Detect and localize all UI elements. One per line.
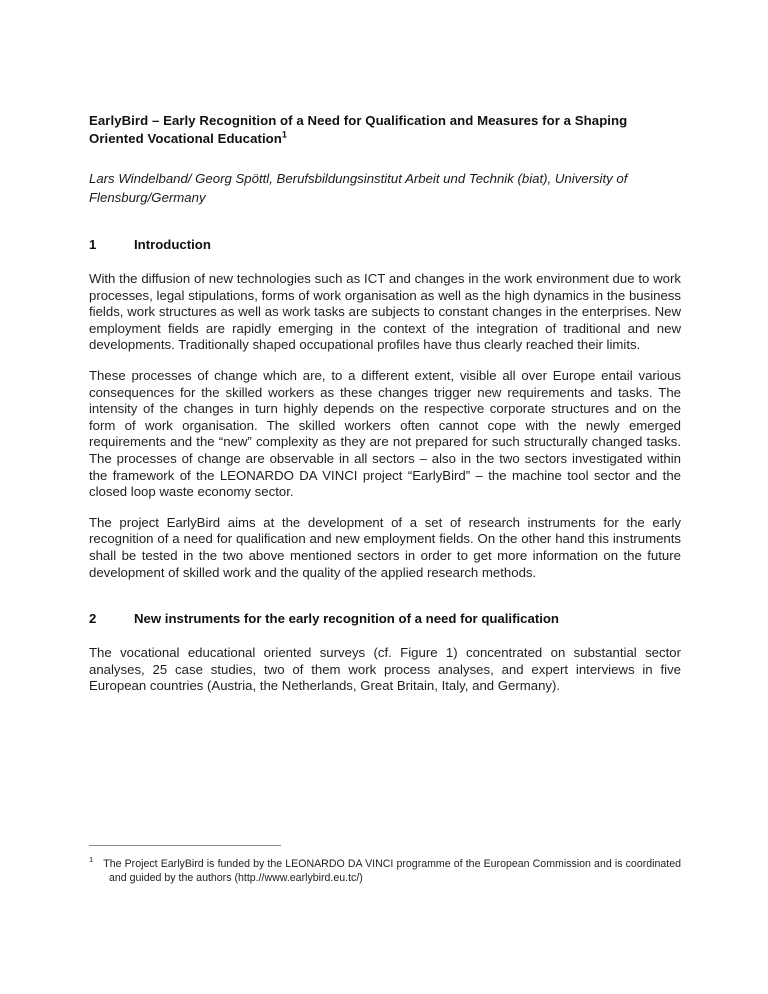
section-title-2: New instruments for the early recognition of a need for qualification — [134, 611, 559, 627]
footnote-1 — [89, 857, 681, 886]
author-line: Lars Windelband/ Georg Spöttl, Berufsbildungsinstitut Arbeit und Technik (biat), University of Flensburg/Germany — [89, 171, 628, 205]
paragraph-1-2: These processes of change which are, to a different extent, visible all over Europe entail various consequences for the skilled workers as these changes trigger new requirements and tasks. The intensity of the changes in turn highly depends on the respective corporate structures and on the form of work organisation. The skilled workers often cannot cope with the newly emerged requirements and the “new” complexity as they are not prepared for such structurally changed tasks. The processes of change are observable in all sectors – also in the two sectors investigated within the framework of the LEONARDO DA VINCI project “EarlyBird” – the machine tool sector and the closed loop waste economy sector. — [89, 367, 681, 500]
section-number-2: 2 — [89, 611, 97, 627]
section-heading-2 — [89, 610, 681, 628]
footnote-marker: 1 — [89, 855, 94, 865]
footnote-area — [89, 845, 681, 896]
paragraph-1-3: The project EarlyBird aims at the development of a set of research instruments for the early recognition of a need for qualification and new employment fields. On the other hand this instruments shall be tested in the two above mentioned sectors in order to get more information on the future development of skilled work and the quality of the applied research methods. — [89, 514, 681, 580]
page-content — [89, 112, 681, 695]
paragraph-2-1: The vocational educational oriented surveys (cf. Figure 1) concentrated on substantial sector analyses, 25 case studies, two of them work process analyses, and expert interviews in five European countries (Austria, the Netherlands, Great Britain, Italy, and Germany). — [89, 645, 681, 694]
page-title — [89, 112, 681, 148]
footnote-separator-rule — [89, 845, 281, 846]
section-title-1: Introduction — [134, 237, 211, 252]
footnote-text: The Project EarlyBird is funded by the LEONARDO DA VINCI programme of the European Commission and is coordinated and guided by the authors (http.//www.earlybird.eu.tc/) — [103, 857, 681, 885]
title-footnote-marker: 1 — [281, 129, 287, 140]
section-heading-1 — [89, 236, 681, 254]
section-number-1: 1 — [89, 237, 97, 252]
paragraph-1-1: With the diffusion of new technologies such as ICT and changes in the work environment due to work processes, legal stipulations, forms of work organisation as well as the high dynamics in the business fields, work structures as well as work tasks are subjects to constant changes in the enterprises. New employment fields are rapidly emerging in the context of the integration of traditional and new developments. Traditionally shaped occupational profiles have thus clearly reached their limits. — [89, 271, 681, 353]
page-title-text: EarlyBird – Early Recognition of a Need for Qualification and Measures for a Shaping Oriented Vocational Education — [89, 113, 628, 146]
